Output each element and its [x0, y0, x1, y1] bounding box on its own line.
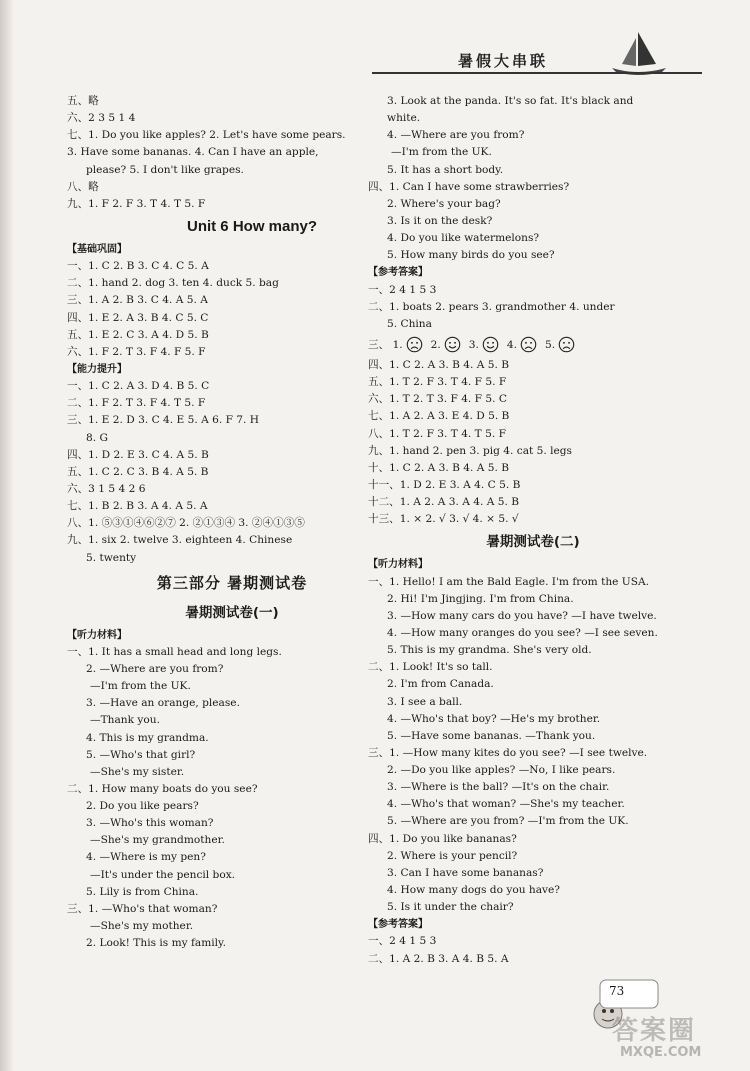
- text-line: 4. —Who's that woman? —She's my teacher.: [387, 798, 625, 811]
- text-line: 十、1. C 2. A 3. B 4. A 5. B: [368, 461, 510, 474]
- text-line: 九、1. F 2. F 3. T 4. T 5. F: [67, 197, 206, 210]
- text-line: 5. Lily is from China.: [86, 885, 199, 898]
- text-line: 5. twenty: [86, 551, 137, 564]
- binding-shadow: [0, 0, 14, 1071]
- text-line: 4. How many dogs do you have?: [387, 884, 560, 897]
- text-line: 十一、1. D 2. E 3. A 4. C 5. B: [368, 478, 521, 491]
- text-line: white.: [387, 112, 421, 125]
- text-line: 4. —Where are you from?: [387, 129, 525, 142]
- text-line: 九、1. hand 2. pen 3. pig 4. cat 5. legs: [368, 444, 572, 457]
- text-line: 三、1. —Who's that woman?: [67, 902, 218, 915]
- section-heading: 【听力材料】: [368, 559, 428, 571]
- face-label: 3.: [468, 338, 479, 351]
- text-line: 七、1. Do you like apples? 2. Let's have some pears.: [67, 129, 346, 142]
- text-line: 一、1. Hello! I am the Bald Eagle. I'm from the USA.: [368, 575, 650, 588]
- text-line: 5. —Have some bananas. —Thank you.: [387, 729, 596, 742]
- text-line: 九、1. six 2. twelve 3. eighteen 4. Chinese: [67, 534, 293, 547]
- happy-face-icon: [482, 336, 499, 353]
- text-line: 2. —Do you like apples? —No, I like pears.: [387, 764, 616, 777]
- test1-title: 暑期测试卷(一): [185, 604, 279, 621]
- page-number: 73: [609, 984, 625, 998]
- text-line: 十三、1. × 2. √ 3. √ 4. × 5. √: [368, 513, 519, 526]
- sailboat-icon: [608, 28, 668, 76]
- text-line: —I'm from the UK.: [90, 680, 191, 693]
- text-line: 4. This is my grandma.: [86, 731, 209, 744]
- text-line: 3. Is it on the desk?: [387, 214, 493, 227]
- right-column: [368, 93, 698, 968]
- left-column: [67, 93, 397, 952]
- face-item: [469, 333, 499, 357]
- text-line: 2. —Where are you from?: [86, 662, 224, 675]
- text-line: 5. —Where are you from? —I'm from the UK.: [387, 815, 629, 828]
- face-label: 1.: [392, 338, 403, 351]
- text-line: 3. —Where is the ball? —It's on the chair.: [387, 781, 610, 794]
- test1-answers: [368, 357, 698, 528]
- text-line: 5. Is it under the chair?: [387, 901, 514, 914]
- header-rule: [372, 72, 702, 74]
- text-line: 2. I'm from Canada.: [387, 678, 494, 691]
- text-line: 四、1. Do you like bananas?: [368, 832, 517, 845]
- face-item: [393, 333, 423, 357]
- text-line: 四、1. Can I have some strawberries?: [368, 180, 570, 193]
- text-line: 四、1. C 2. A 3. B 4. A 5. B: [368, 358, 510, 371]
- text-line: 一、1. C 2. B 3. C 4. C 5. A: [67, 260, 209, 273]
- section-heading: 【听力材料】: [67, 629, 127, 641]
- text-line: 五、1. C 2. C 3. B 4. A 5. B: [67, 465, 209, 478]
- text-line: 3. I see a ball.: [387, 695, 463, 708]
- test1-listening-cont: [368, 93, 698, 333]
- sad-face-icon: [558, 336, 575, 353]
- text-line: 八、略: [67, 180, 99, 193]
- text-line: 四、1. E 2. A 3. B 4. C 5. C: [67, 311, 209, 324]
- text-line: 5. This is my grandma. She's very old.: [387, 644, 592, 657]
- face-item: [545, 333, 575, 357]
- text-line: 五、略: [67, 95, 99, 107]
- text-line: 二、1. How many boats do you see?: [67, 782, 258, 795]
- section-heading: 【参考答案】: [368, 267, 428, 279]
- unit-title: Unit 6 How many?: [186, 217, 317, 235]
- face-label: 4.: [506, 338, 517, 351]
- face-label: 2.: [430, 338, 441, 351]
- part-title: 第三部分 暑期测试卷: [156, 573, 308, 592]
- unit5-answers: [67, 93, 397, 213]
- text-line: 二、1. boats 2. pears 3. grandmother 4. under: [368, 300, 615, 313]
- text-line: 5. China: [387, 317, 432, 330]
- text-line: 六、2 3 5 1 4: [67, 112, 136, 125]
- text-line: 六、1. T 2. T 3. F 4. F 5. C: [368, 393, 507, 406]
- test2-listening: [368, 556, 698, 967]
- text-line: 二、1. A 2. B 3. A 4. B 5. A: [368, 952, 509, 965]
- face-item: [431, 333, 461, 357]
- face-label: 5.: [545, 338, 556, 351]
- text-line: 一、2 4 1 5 3: [368, 283, 437, 296]
- text-line: 2. Hi! I'm Jingjing. I'm from China.: [387, 592, 574, 605]
- text-line: 2. Look! This is my family.: [86, 937, 226, 950]
- text-line: —She's my grandmother.: [90, 834, 225, 847]
- text-line: 5. How many birds do you see?: [387, 249, 555, 262]
- text-line: 4. Do you like watermelons?: [387, 232, 540, 245]
- text-line: 八、1. ⑤③①④⑥②⑦ 2. ②①③④ 3. ②④①③⑤: [67, 517, 305, 530]
- face-item: [507, 333, 537, 357]
- sad-face-icon: [406, 336, 423, 353]
- text-line: 三、1. E 2. D 3. C 4. E 5. A 6. F 7. H: [67, 414, 260, 427]
- test2-title: 暑期测试卷(二): [486, 534, 580, 551]
- text-line: 二、1. F 2. T 3. F 4. T 5. F: [67, 397, 206, 410]
- watermark-logo: 答案圈: [612, 1016, 697, 1046]
- section-heading: 【基础巩固】: [67, 243, 127, 255]
- test1-listening: [67, 627, 397, 953]
- text-line: 六、3 1 5 4 2 6: [67, 482, 146, 495]
- text-line: 3. —Have an orange, please.: [86, 697, 240, 710]
- sad-face-icon: [520, 336, 537, 353]
- section-heading: 【能力提升】: [67, 363, 127, 375]
- text-line: 一、1. It has a small head and long legs.: [67, 645, 282, 658]
- text-line: 一、1. C 2. A 3. D 4. B 5. C: [67, 380, 210, 393]
- text-line: 二、1. hand 2. dog 3. ten 4. duck 5. bag: [67, 277, 279, 290]
- text-line: 五、1. T 2. F 3. T 4. F 5. F: [368, 376, 507, 389]
- text-line: —It's under the pencil box.: [90, 868, 236, 881]
- header-title: 暑假大串联: [458, 52, 549, 70]
- text-line: —She's my sister.: [90, 765, 185, 778]
- text-line: 七、1. A 2. A 3. E 4. D 5. B: [368, 410, 510, 423]
- text-line: 三、1. A 2. B 3. C 4. A 5. A: [67, 294, 208, 307]
- text-line: 3. Look at the panda. It's so fat. It's black and: [387, 95, 634, 107]
- happy-face-icon: [444, 336, 461, 353]
- text-line: 3. Can I have some bananas?: [387, 866, 544, 879]
- text-line: 七、1. B 2. B 3. A 4. A 5. A: [67, 500, 208, 513]
- text-line: 2. Do you like pears?: [86, 800, 199, 813]
- text-line: 3. —Who's this woman?: [86, 817, 214, 830]
- text-line: 一、2 4 1 5 3: [368, 935, 437, 948]
- text-line: 2. Where's your bag?: [387, 197, 501, 210]
- text-line: 2. Where is your pencil?: [387, 849, 518, 862]
- text-line: 4. —Where is my pen?: [86, 851, 206, 864]
- faces-row: [368, 333, 698, 357]
- unit6-answers: [67, 241, 397, 567]
- faces-list: [393, 333, 584, 357]
- text-line: 三、1. —How many kites do you see? —I see twelve.: [368, 746, 648, 759]
- text-line: 四、1. D 2. E 3. C 4. A 5. B: [67, 448, 209, 461]
- text-line: 5. —Who's that girl?: [86, 748, 196, 761]
- text-line: 五、1. E 2. C 3. A 4. D 5. B: [67, 328, 209, 341]
- text-line: 二、1. Look! It's so tall.: [368, 661, 493, 674]
- text-line: —Thank you.: [90, 714, 160, 727]
- text-line: 十二、1. A 2. A 3. A 4. A 5. B: [368, 496, 520, 509]
- faces-prefix: 三、: [368, 338, 390, 351]
- text-line: 4. —Who's that boy? —He's my brother.: [387, 712, 601, 725]
- text-line: 4. —How many oranges do you see? —I see seven.: [387, 626, 658, 639]
- text-line: 3. —How many cars do you have? —I have twelve.: [387, 609, 657, 622]
- watermark-url: MXQE.COM: [620, 1045, 702, 1060]
- text-line: —She's my mother.: [90, 920, 194, 933]
- text-line: 5. It has a short body.: [387, 163, 504, 176]
- text-line: 3. Have some bananas. 4. Can I have an apple,: [67, 146, 319, 159]
- text-line: please? 5. I don't like grapes.: [86, 163, 244, 176]
- text-line: 8. G: [86, 431, 108, 444]
- text-line: 六、1. F 2. T 3. F 4. F 5. F: [67, 345, 206, 358]
- text-line: —I'm from the UK.: [391, 146, 492, 159]
- text-line: 八、1. T 2. F 3. T 4. T 5. F: [368, 427, 506, 440]
- section-heading: 【参考答案】: [368, 919, 428, 931]
